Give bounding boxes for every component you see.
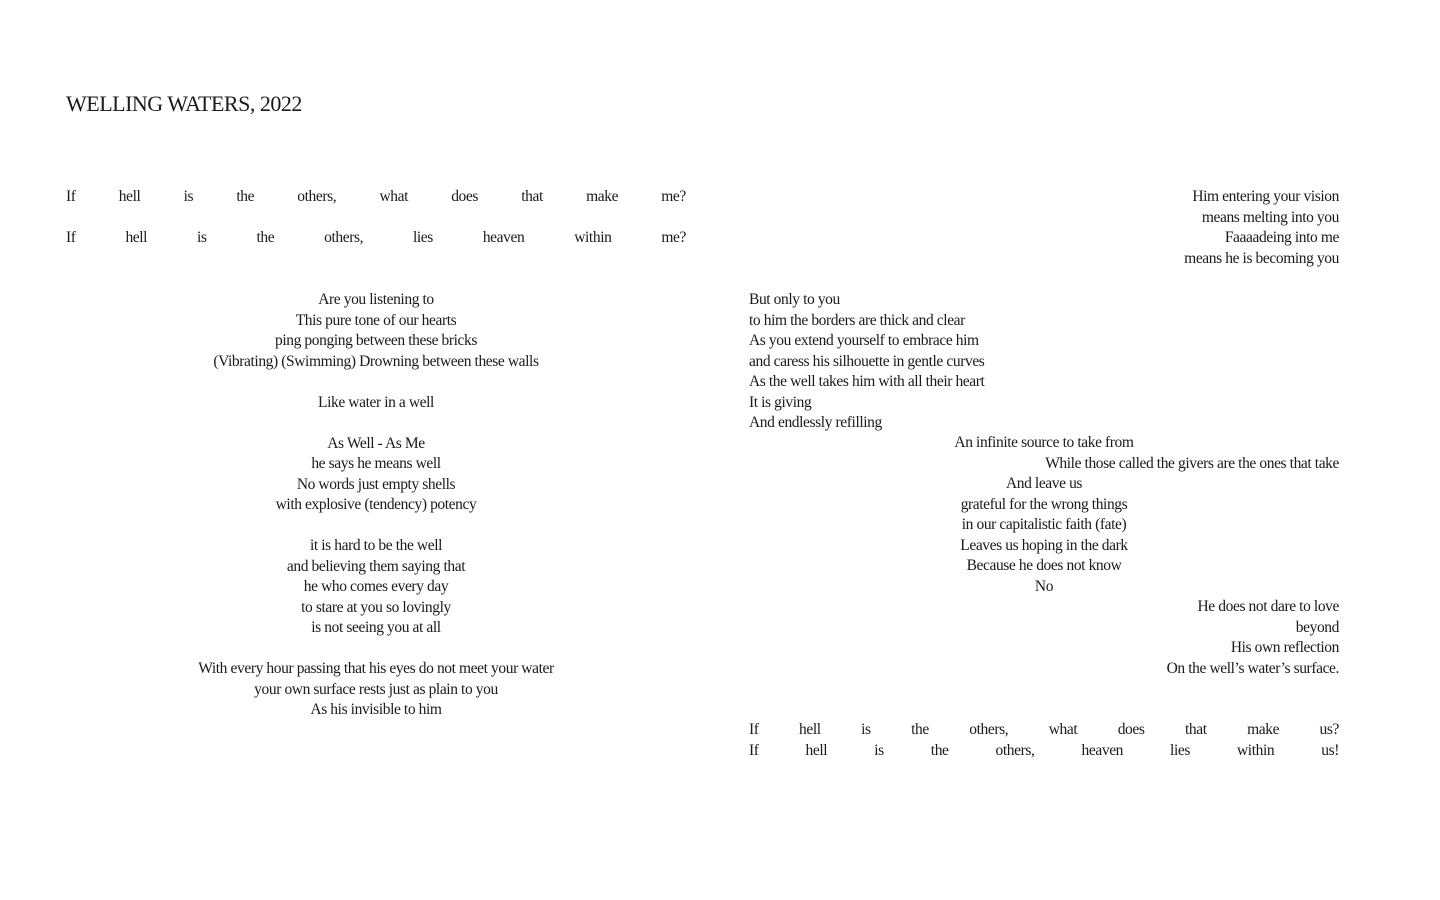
word: heaven: [482, 229, 525, 246]
verse-line: His own reflection: [1230, 639, 1339, 656]
verse-line: Because he does not know: [966, 557, 1122, 574]
verse-line: to him the borders are thick and clear: [749, 311, 965, 329]
word: me?: [661, 229, 686, 246]
verse-line: with explosive (tendency) potency: [275, 496, 477, 513]
verse-line: grateful for the wrong things: [960, 495, 1128, 513]
word: that: [1184, 721, 1207, 738]
verse-line: No: [1034, 577, 1054, 595]
word: If: [66, 188, 76, 205]
word: make: [586, 188, 619, 205]
source-line: An infinite source to take from: [954, 434, 1134, 451]
verse-line: (Vibrating) (Swimming) Drowning between these walls: [213, 352, 539, 370]
word: us?: [1319, 721, 1339, 738]
left-poem-body: [66, 290, 686, 721]
right-refrain-line-2: [749, 741, 1339, 762]
word: what: [379, 188, 408, 205]
word: others,: [324, 229, 364, 246]
verse-line: and believing them saying that: [286, 557, 466, 575]
verse-line: Are you listening to: [318, 291, 434, 308]
word: If: [749, 742, 759, 759]
left-refrain-line-2: [66, 228, 686, 249]
stanza-break: [66, 516, 686, 537]
givers-line: While those called the givers are the ones that take: [1045, 454, 1339, 472]
word: hell: [805, 742, 828, 759]
word: is: [183, 188, 194, 205]
verse-line: and caress his silhouette in gentle curves: [749, 352, 985, 370]
verse-line: As his invisible to him: [310, 701, 442, 718]
verse-line: he who comes every day: [303, 578, 449, 595]
word: lies: [1170, 742, 1190, 759]
word: is: [861, 721, 871, 738]
right-left-stanza: [749, 290, 1149, 434]
word: the: [911, 721, 929, 738]
verse-line: Leaves us hoping in the dark: [960, 536, 1128, 554]
verse-line: As Well - As Me: [327, 434, 425, 452]
verse-line: And endlessly refilling: [749, 414, 882, 431]
word: does: [1117, 721, 1145, 738]
verse-line: to stare at you so lovingly: [301, 598, 451, 616]
word: make: [1247, 721, 1280, 738]
word: others,: [995, 742, 1035, 759]
verse-line: And leave us: [1005, 475, 1083, 492]
word: me?: [661, 188, 686, 205]
verse-line: No words just empty shells: [296, 475, 456, 493]
right-top-stanza: [749, 187, 1339, 269]
verse-line: beyond: [1295, 618, 1339, 636]
word: does: [451, 188, 479, 205]
word: the: [236, 188, 255, 205]
verse-line: But only to you: [749, 291, 840, 308]
right-center-stanza: [844, 474, 1244, 597]
verse-line: He does not dare to love: [1197, 598, 1339, 615]
stanza-break: [66, 413, 686, 434]
left-refrain-line-1: [66, 187, 686, 208]
word: lies: [412, 229, 433, 246]
word: that: [521, 188, 543, 205]
verse-line: means melting into you: [1201, 208, 1339, 226]
verse-line: it is hard to be the well: [309, 537, 443, 554]
verse-line: As the well takes him with all their heart: [749, 373, 985, 390]
verse-line: ping ponging between these bricks: [274, 332, 478, 349]
verse-line: Faaaadeing into me: [1224, 229, 1339, 246]
word: within: [1237, 742, 1275, 759]
stanza-break: [66, 372, 686, 393]
word: others,: [969, 721, 1009, 738]
verse-line: your own surface rests just as plain to you: [254, 680, 498, 698]
verse-line: Him entering your vision: [1192, 188, 1339, 205]
word: hell: [125, 229, 148, 246]
word: others,: [297, 188, 337, 205]
stanza-break: [66, 639, 686, 660]
word: If: [66, 229, 76, 246]
verse-line: is not seeing you at all: [311, 619, 441, 636]
verse-line: in our capitalistic faith (fate): [961, 516, 1127, 533]
word: the: [256, 229, 275, 246]
verse-line: It is giving: [749, 393, 812, 411]
verse-line: means he is becoming you: [1184, 249, 1339, 267]
verse-line: With every hour passing that his eyes do not meet your water: [198, 660, 554, 677]
word: is: [197, 229, 207, 246]
word: hell: [798, 721, 821, 738]
word: within: [574, 229, 612, 246]
word: the: [930, 742, 949, 759]
right-refrain-line-1: [749, 720, 1339, 741]
word: us!: [1321, 742, 1339, 759]
verse-line: Like water in a well: [318, 393, 434, 411]
verse-line: This pure tone of our hearts: [295, 311, 457, 329]
word: If: [749, 721, 759, 738]
verse-line: he says he means well: [311, 455, 441, 472]
right-bottom-stanza: [949, 597, 1339, 679]
page-title: WELLING WATERS, 2022: [66, 91, 302, 116]
verse-line: As you extend yourself to embrace him: [749, 332, 979, 349]
verse-line: On the well’s water’s surface.: [1166, 659, 1339, 677]
word: heaven: [1081, 742, 1124, 759]
word: what: [1048, 721, 1078, 738]
word: hell: [118, 188, 141, 205]
word: is: [874, 742, 884, 759]
